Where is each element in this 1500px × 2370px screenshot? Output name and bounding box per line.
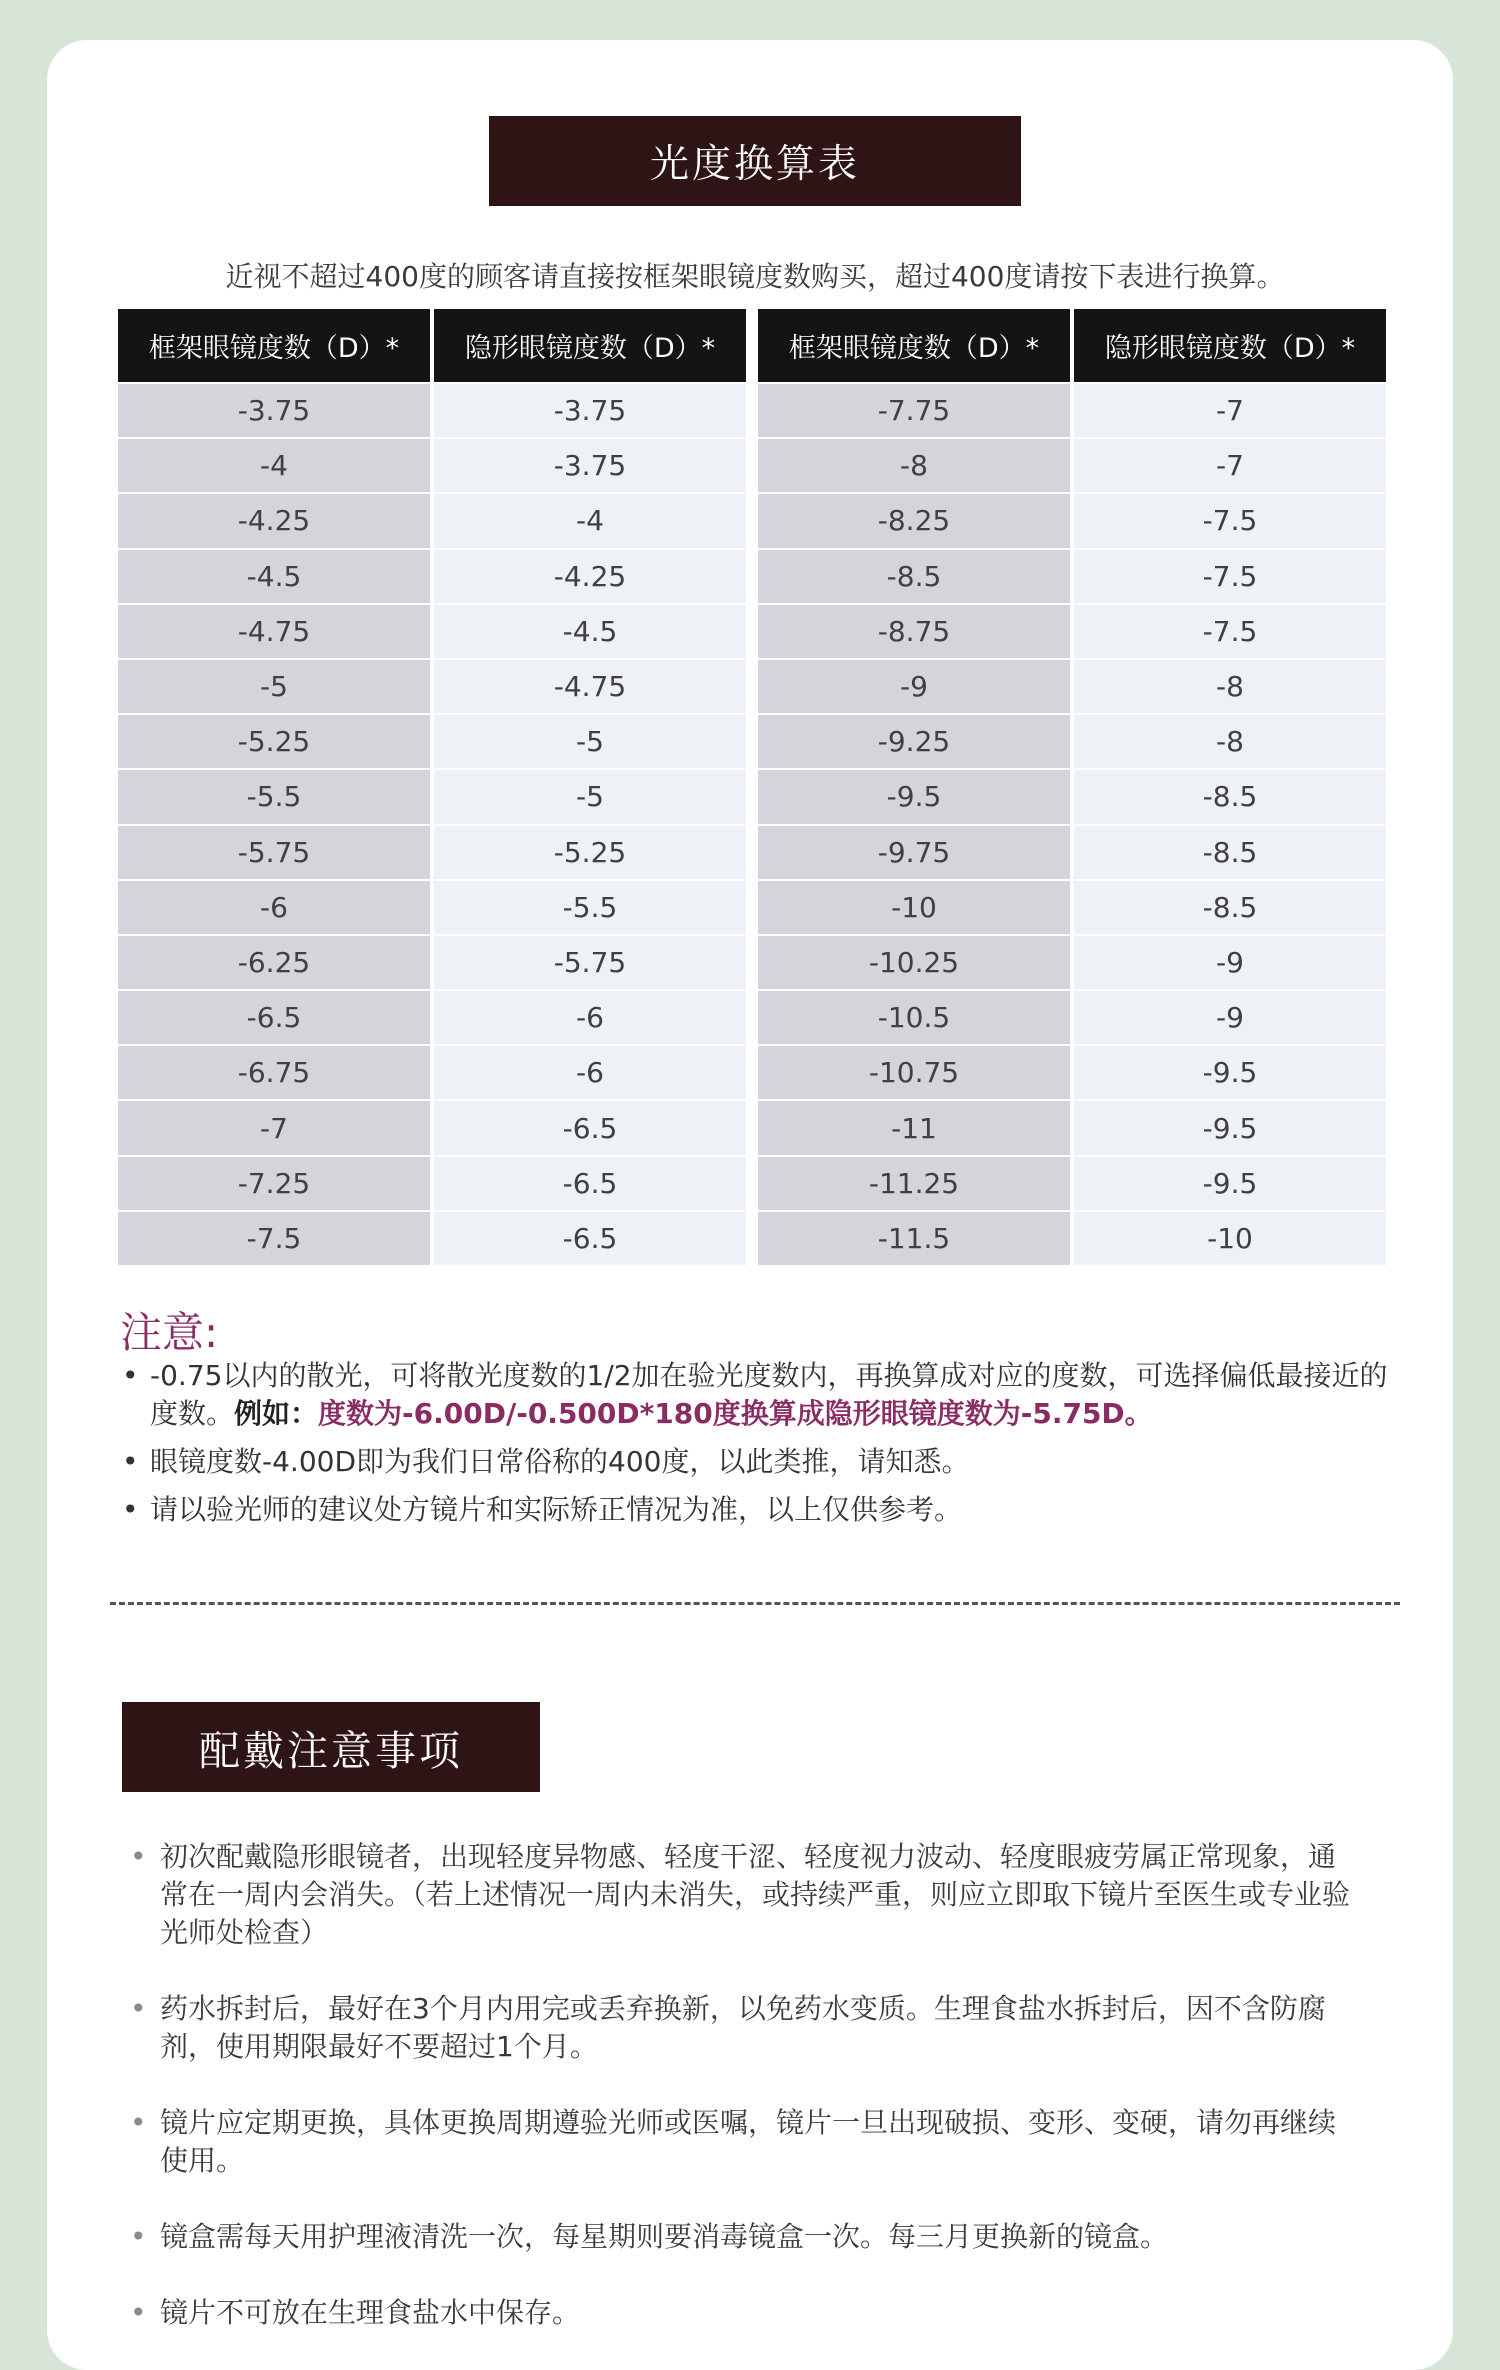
table-row — [758, 989, 1386, 1044]
contact-power-cell: -9.5 — [1074, 1155, 1386, 1210]
section-divider — [110, 1602, 1400, 1605]
contact-power-cell: -8.5 — [1074, 768, 1386, 823]
frame-power-cell: -7 — [118, 1099, 430, 1154]
conversion-table-left — [118, 309, 746, 1265]
conversion-intro-text: 近视不超过400度的顾客请直接按框架眼镜度数购买，超过400度请按下表进行换算。 — [225, 260, 1285, 293]
table-row — [118, 1210, 746, 1265]
frame-power-cell: -8 — [758, 437, 1070, 492]
contact-power-cell: -6 — [434, 1044, 746, 1099]
frame-power-cell: -8.75 — [758, 603, 1070, 658]
contact-power-cell: -5.75 — [434, 934, 746, 989]
care-item: • 镜盒需每天用护理液清洗一次，每星期则要消毒镜盒一次。每三月更换新的镜盒。 — [128, 2218, 1358, 2256]
note-example-label: 例如： — [234, 1397, 319, 1430]
table-row — [758, 934, 1386, 989]
contact-power-cell: -7.5 — [1074, 548, 1386, 603]
contact-power-cell: -4.25 — [434, 548, 746, 603]
table-row — [118, 713, 746, 768]
frame-power-cell: -4.5 — [118, 548, 430, 603]
frame-power-cell: -10.5 — [758, 989, 1070, 1044]
table-row — [758, 437, 1386, 492]
table-row — [118, 989, 746, 1044]
frame-power-cell: -8.5 — [758, 548, 1070, 603]
contact-power-cell: -7 — [1074, 382, 1386, 437]
contact-power-cell: -8.5 — [1074, 879, 1386, 934]
frame-power-cell: -10.25 — [758, 934, 1070, 989]
contact-power-cell: -6.5 — [434, 1155, 746, 1210]
contact-power-cell: -4 — [434, 492, 746, 547]
frame-power-cell: -9.25 — [758, 713, 1070, 768]
frame-power-cell: -5 — [118, 658, 430, 713]
contact-power-cell: -5 — [434, 713, 746, 768]
contact-power-cell: -8.5 — [1074, 824, 1386, 879]
table-row — [758, 1155, 1386, 1210]
table-row — [758, 1044, 1386, 1099]
frame-power-cell: -9.5 — [758, 768, 1070, 823]
frame-power-cell: -11.5 — [758, 1210, 1070, 1265]
frame-power-cell: -6.75 — [118, 1044, 430, 1099]
conversion-table-left-body — [118, 382, 746, 1265]
note-item-degree: • 眼镜度数-4.00D即为我们日常俗称的400度，以此类推，请知悉。 — [120, 1443, 1400, 1481]
table-row — [118, 1155, 746, 1210]
contact-power-cell: -6 — [434, 989, 746, 1044]
frame-power-cell: -7.75 — [758, 382, 1070, 437]
conversion-table-title: 光度换算表 — [489, 116, 1021, 206]
notes-title: 注意: — [120, 1308, 219, 1357]
conversion-table-right-body — [758, 382, 1386, 1265]
table-row — [758, 1210, 1386, 1265]
table-row — [118, 658, 746, 713]
table-row — [118, 548, 746, 603]
table-row — [758, 879, 1386, 934]
frame-power-cell: -4.75 — [118, 603, 430, 658]
contact-power-cell: -9.5 — [1074, 1099, 1386, 1154]
table-row — [758, 658, 1386, 713]
note-text: -0.75以内的散光，可将散光度数的1/2加在验光度数内，再换算成对应的度数，可选择偏低最接近的度数。 — [150, 1359, 1388, 1430]
table-row — [118, 1044, 746, 1099]
table-row — [758, 492, 1386, 547]
frame-power-cell: -8.25 — [758, 492, 1070, 547]
header-frame-power: 框架眼镜度数（D）* — [758, 309, 1070, 382]
contact-power-cell: -8 — [1074, 713, 1386, 768]
frame-power-cell: -5.5 — [118, 768, 430, 823]
frame-power-cell: -4 — [118, 437, 430, 492]
header-frame-power: 框架眼镜度数（D）* — [118, 309, 430, 382]
care-item: • 镜片应定期更换，具体更换周期遵验光师或医嘱，镜片一旦出现破损、变形、变硬，请勿再继续使用。 — [128, 2104, 1358, 2180]
table-row — [118, 382, 746, 437]
frame-power-cell: -9.75 — [758, 824, 1070, 879]
contact-power-cell: -7.5 — [1074, 492, 1386, 547]
table-row — [758, 382, 1386, 437]
frame-power-cell: -7.5 — [118, 1210, 430, 1265]
conversion-table-right — [758, 309, 1386, 1265]
frame-power-cell: -10 — [758, 879, 1070, 934]
header-contact-power: 隐形眼镜度数（D）* — [1074, 309, 1386, 382]
frame-power-cell: -6.5 — [118, 989, 430, 1044]
contact-power-cell: -7 — [1074, 437, 1386, 492]
contact-power-cell: -9 — [1074, 934, 1386, 989]
contact-power-cell: -8 — [1074, 658, 1386, 713]
note-item-astigmatism — [120, 1357, 1400, 1433]
contact-power-cell: -9 — [1074, 989, 1386, 1044]
table-header-row — [758, 309, 1386, 382]
table-row — [118, 437, 746, 492]
contact-power-cell: -10 — [1074, 1210, 1386, 1265]
contact-power-cell: -7.5 — [1074, 603, 1386, 658]
care-item: • 初次配戴隐形眼镜者，出现轻度异物感、轻度干涩、轻度视力波动、轻度眼疲劳属正常现象，通常在一周内会消失。（若上述情况一周内未消失，或持续严重，则应立即取下镜片至医生或专业验光师处检查） — [128, 1838, 1358, 1952]
frame-power-cell: -5.75 — [118, 824, 430, 879]
frame-power-cell: -11.25 — [758, 1155, 1070, 1210]
table-header-row — [118, 309, 746, 382]
care-list — [128, 1838, 1358, 2332]
frame-power-cell: -4.25 — [118, 492, 430, 547]
notes-list — [120, 1357, 1400, 1539]
frame-power-cell: -9 — [758, 658, 1070, 713]
contact-power-cell: -6.5 — [434, 1210, 746, 1265]
table-row — [758, 603, 1386, 658]
table-row — [118, 768, 746, 823]
frame-power-cell: -5.25 — [118, 713, 430, 768]
table-row — [118, 603, 746, 658]
table-row — [758, 768, 1386, 823]
frame-power-cell: -6 — [118, 879, 430, 934]
care-section-title: 配戴注意事项 — [122, 1702, 540, 1792]
contact-power-cell: -6.5 — [434, 1099, 746, 1154]
note-item-reference: • 请以验光师的建议处方镜片和实际矫正情况为准，以上仅供参考。 — [120, 1491, 1400, 1529]
table-row — [758, 548, 1386, 603]
care-item: • 镜片不可放在生理食盐水中保存。 — [128, 2294, 1358, 2332]
frame-power-cell: -10.75 — [758, 1044, 1070, 1099]
frame-power-cell: -3.75 — [118, 382, 430, 437]
table-row — [758, 1099, 1386, 1154]
table-row — [118, 879, 746, 934]
contact-power-cell: -3.75 — [434, 382, 746, 437]
frame-power-cell: -11 — [758, 1099, 1070, 1154]
note-example-text: 度数为-6.00D/-0.500D*180度换算成隐形眼镜度数为-5.75D。 — [318, 1397, 1153, 1430]
contact-power-cell: -5 — [434, 768, 746, 823]
table-row — [118, 492, 746, 547]
contact-power-cell: -5.5 — [434, 879, 746, 934]
contact-power-cell: -5.25 — [434, 824, 746, 879]
frame-power-cell: -6.25 — [118, 934, 430, 989]
contact-power-cell: -3.75 — [434, 437, 746, 492]
table-row — [758, 824, 1386, 879]
table-row — [118, 824, 746, 879]
care-item: • 药水拆封后，最好在3个月内用完或丢弃换新，以免药水变质。生理食盐水拆封后，因不含防腐剂，使用期限最好不要超过1个月。 — [128, 1990, 1358, 2066]
contact-power-cell: -4.75 — [434, 658, 746, 713]
table-row — [118, 1099, 746, 1154]
table-row — [758, 713, 1386, 768]
header-contact-power: 隐形眼镜度数（D）* — [434, 309, 746, 382]
table-row — [118, 934, 746, 989]
frame-power-cell: -7.25 — [118, 1155, 430, 1210]
contact-power-cell: -4.5 — [434, 603, 746, 658]
contact-power-cell: -9.5 — [1074, 1044, 1386, 1099]
